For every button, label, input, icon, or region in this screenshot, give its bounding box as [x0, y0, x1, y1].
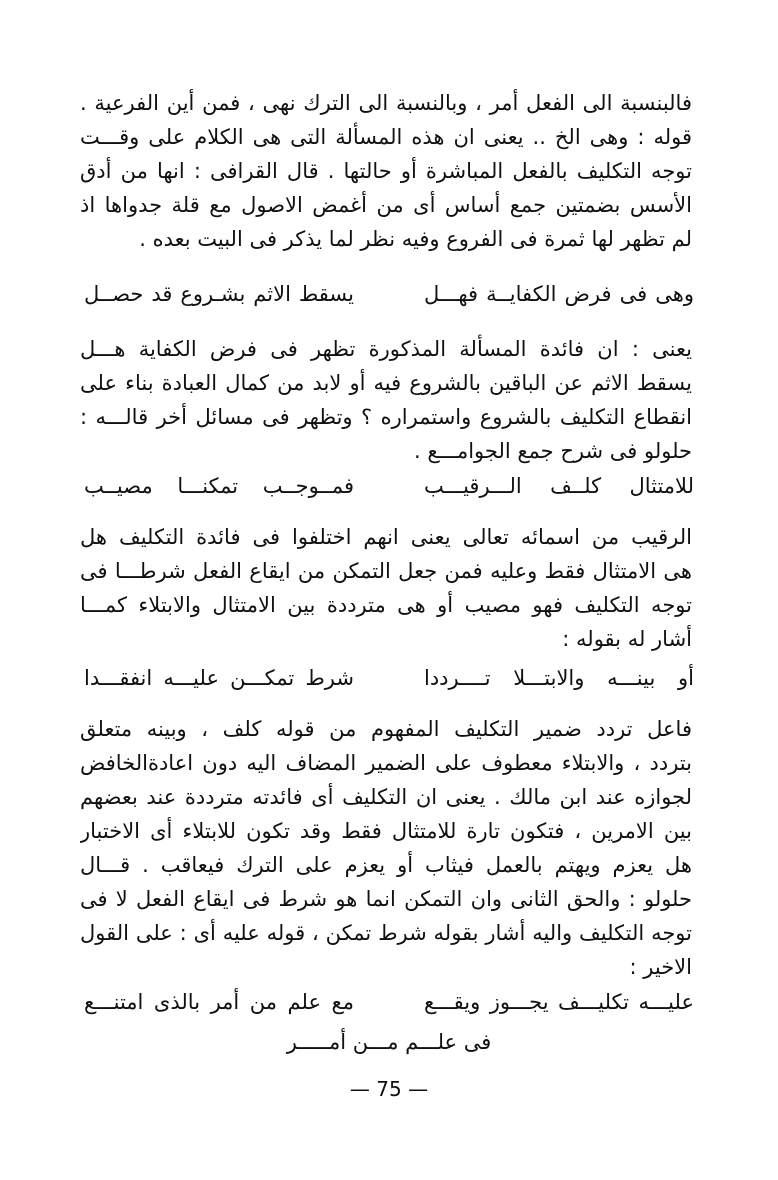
verse-second-hemistich: شرط تمكـــن عليـــه انفقـــدا [84, 666, 354, 690]
text-line: لجوازه عند ابن مالك . يعنى ان التكليف أى فائدته مترددة عند بعضهم [80, 785, 692, 809]
verse-second-hemistich: مع علم من أمر بالذى امتنـــع [84, 990, 354, 1014]
verse-line-2 [84, 468, 694, 504]
text-line: توجه التكليف بالفعل المباشرة أو حالتها . قال القرافى : انها من أدق [80, 159, 692, 183]
text-line: انقطاع التكليف بالشروع واستمراره ؟ وتظهر فى مسائل أخر قالـــه : [80, 405, 692, 429]
text-line: يعنى : ان فائدة المسألة المذكورة تظهر فى فرض الكفاية هـــل [80, 337, 692, 361]
text-line: توجه التكليف واليه أشار بقوله شرط تمكن ، قوله عليه أى : على القول [80, 921, 692, 945]
verse-line-1 [84, 276, 694, 312]
text-line: قوله : وهى الخ .. يعنى ان هذه المسألة التى هى الكلام على وقـــت [80, 125, 692, 149]
text-line: هى الامتثال فقط وعليه فمن جعل التمكن من ايقاع الفعل شرطـــا فى [80, 559, 692, 583]
verse-first-hemistich: عليـــه تكليـــف يجـــوز ويقـــع [424, 990, 694, 1014]
text-line: بتردد ، والابتلاء معطوف على الضمير المضاف اليه دون اعادةالخافض [80, 751, 692, 775]
text-line: الأسس بضمتين جمع أساس أى من أغمض الاصول مع قلة جدواها اذ [80, 193, 692, 217]
verse-continuation: فى علـــم مـــن أمـــــر [286, 1030, 492, 1054]
verse-first-hemistich: أو بينـــه والابتـــلا تــــرددا [424, 666, 694, 690]
verse-first-hemistich: وهى فى فرض الكفايــة فهـــل [424, 282, 694, 306]
verse-line-3 [84, 660, 694, 696]
text-line: فالبنسبة الى الفعل أمر ، وبالنسبة الى الترك نهى ، فمن أين الفرعية . [80, 91, 692, 115]
text-line: حلولو : والحق الثانى وان التمكن انما هو شرط فى ايقاع الفعل لا فى [80, 887, 692, 911]
text-line: توجه التكليف فهو مصيب أو هى مترددة بين الامتثال والابتلاء كمـــا [80, 593, 692, 617]
verse-second-hemistich: يسقط الاثم بشـروع قد حصــل [84, 282, 354, 306]
text-line: لم تظهر لها ثمرة فى الفروع وفيه نظر لما يذكر فى البيت بعده . [139, 227, 692, 251]
text-line: فاعل تردد ضمير التكليف المفهوم من قوله كلف ، وبينه متعلق [80, 717, 692, 741]
text-line: الرقيب من اسمائه تعالى يعنى انهم اختلفوا فى فائدة التكليف هل [80, 525, 692, 549]
text-line: هل يعزم ويهتم بالعمل فيثاب أو يعزم على الترك فيعاقب . قـــال [80, 853, 692, 877]
verse-second-hemistich: فمــوجــب تمكنـــا مصيــب [84, 474, 354, 498]
text-line: حلولو فى شرح جمع الجوامـــع . [413, 439, 692, 463]
text-line: الاخير : [629, 955, 692, 979]
verse-first-hemistich: للامتثال كلــف الـــرقيـــب [424, 474, 694, 498]
text-line: أشار له بقوله : [562, 627, 692, 651]
verse-line-4 [84, 984, 694, 1020]
page-number: — 75 — [349, 1077, 429, 1101]
text-line: بين الامرين ، فتكون تارة للامتثال فقط وقد تكون للابتلاء أى الاختبار [80, 819, 692, 843]
text-line: يسقط الاثم عن الباقين بالشروع فيه أو لابد من كمال العبادة بناء على [80, 371, 692, 395]
